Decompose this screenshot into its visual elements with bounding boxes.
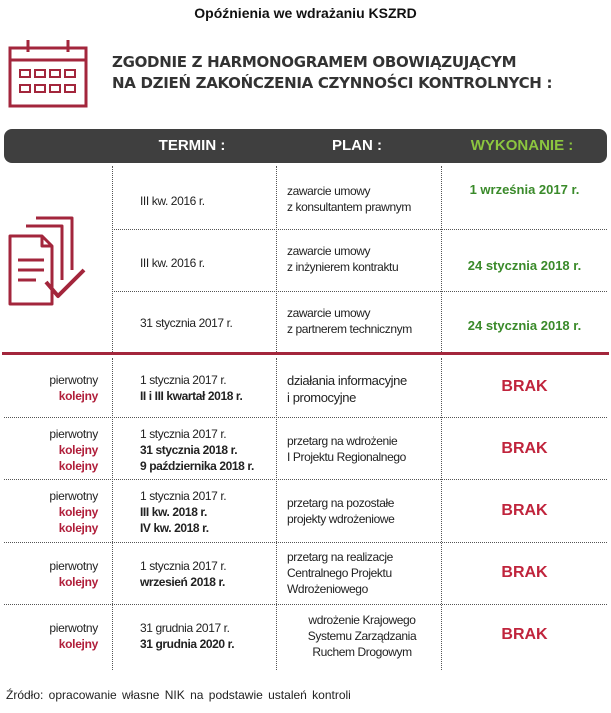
divider xyxy=(112,166,113,352)
bottom-row-2-labels xyxy=(10,426,98,474)
label-kolejny: kolejny xyxy=(58,443,98,457)
bottom-row-5-wykonanie: BRAK xyxy=(501,626,548,643)
bottom-row-2-wykonanie: BRAK xyxy=(501,440,548,457)
divider xyxy=(4,479,607,480)
top-row-2-termin: III kw. 2016 r. xyxy=(140,256,205,270)
plan-line: projekty wdrożeniowe xyxy=(287,512,395,526)
bottom-row-5-plan xyxy=(287,612,437,660)
divider xyxy=(112,291,607,292)
divider xyxy=(4,542,607,543)
bottom-row-3-wykonanie: BRAK xyxy=(501,502,548,519)
bottom-row-4-wykonanie: BRAK xyxy=(501,564,548,581)
plan-line: I Projektu Regionalnego xyxy=(287,450,406,464)
bottom-row-1-plan xyxy=(287,372,407,406)
termin-line: wrzesień 2018 r. xyxy=(140,575,225,589)
column-header-wykonanie: WYKONANIE : xyxy=(470,137,574,154)
heading-line-1: ZGODNIE Z HARMONOGRAMEM OBOWIĄZUJĄCYM xyxy=(112,53,517,71)
bottom-row-1-labels xyxy=(10,372,98,404)
top-row-2-wykonanie: 24 stycznia 2018 r. xyxy=(467,258,582,273)
bottom-row-5-termin xyxy=(140,620,234,652)
plan-line: Systemu Zarządzania xyxy=(307,629,417,643)
bottom-row-4-labels xyxy=(10,558,98,590)
top-row-1-wykonanie: 1 września 2017 r. xyxy=(469,182,580,197)
plan-line: zawarcie umowy xyxy=(287,244,371,258)
divider xyxy=(4,604,607,605)
bottom-row-5-labels xyxy=(10,620,98,652)
bottom-row-1-wykonanie: BRAK xyxy=(501,378,548,395)
label-kolejny: kolejny xyxy=(58,389,98,403)
plan-line: z inżynierem kontraktu xyxy=(287,260,399,274)
section-heading xyxy=(112,52,582,94)
termin-line: 31 grudnia 2017 r. xyxy=(140,621,230,635)
termin-line: 1 stycznia 2017 r. xyxy=(140,559,227,573)
documents-check-icon xyxy=(6,212,92,312)
column-header-termin: TERMIN : xyxy=(158,137,226,154)
label-pierwotny: pierwotny xyxy=(49,559,98,573)
label-kolejny: kolejny xyxy=(58,637,98,651)
label-pierwotny: pierwotny xyxy=(49,373,98,387)
plan-line: przetarg na pozostałe xyxy=(287,496,395,510)
label-pierwotny: pierwotny xyxy=(49,489,98,503)
source-note: Źródło: opracowanie własne NIK na podstawie ustaleń kontroli xyxy=(6,688,351,702)
bottom-row-2-termin xyxy=(140,426,254,474)
top-row-1-termin: III kw. 2016 r. xyxy=(140,194,205,208)
bottom-row-3-termin xyxy=(140,488,226,536)
plan-line: przetarg na realizacje xyxy=(287,550,393,564)
page-title: Opóźnienia we wdrażaniu KSZRD xyxy=(194,5,417,21)
termin-line: 1 stycznia 2017 r. xyxy=(140,373,227,387)
divider xyxy=(112,229,607,230)
label-pierwotny: pierwotny xyxy=(49,427,98,441)
divider xyxy=(4,417,607,418)
termin-line: 1 stycznia 2017 r. xyxy=(140,489,227,503)
top-row-2-plan xyxy=(287,243,398,275)
bottom-row-3-labels xyxy=(10,488,98,536)
label-pierwotny: pierwotny xyxy=(49,621,98,635)
top-row-3-wykonanie: 24 stycznia 2018 r. xyxy=(467,318,582,333)
termin-line: 9 października 2018 r. xyxy=(140,459,254,473)
top-row-3-termin: 31 stycznia 2017 r. xyxy=(140,316,233,330)
termin-line: IV kw. 2018 r. xyxy=(140,521,209,535)
plan-line: zawarcie umowy xyxy=(287,306,371,320)
plan-line: przetarg na wdrożenie xyxy=(287,434,398,448)
termin-line: 31 stycznia 2018 r. xyxy=(140,443,238,457)
top-row-1-plan xyxy=(287,183,411,215)
plan-line: Centralnego Projektu xyxy=(287,566,392,580)
termin-line: 1 stycznia 2017 r. xyxy=(140,427,227,441)
plan-line: wdrożenie Krajowego xyxy=(308,613,416,627)
divider xyxy=(112,358,113,670)
bottom-row-4-termin xyxy=(140,558,226,590)
termin-line: 31 grudnia 2020 r. xyxy=(140,637,235,651)
plan-line: działania informacyjne xyxy=(287,373,407,388)
termin-line: III kw. 2018 r. xyxy=(140,505,207,519)
section-separator xyxy=(2,352,609,355)
bottom-row-2-plan xyxy=(287,433,406,465)
label-kolejny: kolejny xyxy=(58,505,98,519)
divider xyxy=(276,166,277,352)
divider xyxy=(276,358,277,670)
bottom-row-4-plan xyxy=(287,549,393,597)
plan-line: zawarcie umowy xyxy=(287,184,371,198)
plan-line: Ruchem Drogowym xyxy=(312,645,412,659)
plan-line: Wdrożeniowego xyxy=(287,582,368,596)
label-kolejny: kolejny xyxy=(58,575,98,589)
termin-line: II i III kwartał 2018 r. xyxy=(140,389,243,403)
plan-line: z konsultantem prawnym xyxy=(287,200,411,214)
bottom-row-1-termin xyxy=(140,372,242,404)
calendar-icon xyxy=(8,38,88,108)
label-kolejny: kolejny xyxy=(58,521,98,535)
plan-line: z partnerem technicznym xyxy=(287,322,412,336)
column-header-plan: PLAN : xyxy=(332,137,382,154)
label-kolejny: kolejny xyxy=(58,459,98,473)
bottom-row-3-plan xyxy=(287,495,394,527)
plan-line: i promocyjne xyxy=(287,390,356,405)
top-row-3-plan xyxy=(287,305,412,337)
heading-line-2: NA DZIEŃ ZAKOŃCZENIA CZYNNOŚCI KONTROLNYCH : xyxy=(112,74,553,92)
